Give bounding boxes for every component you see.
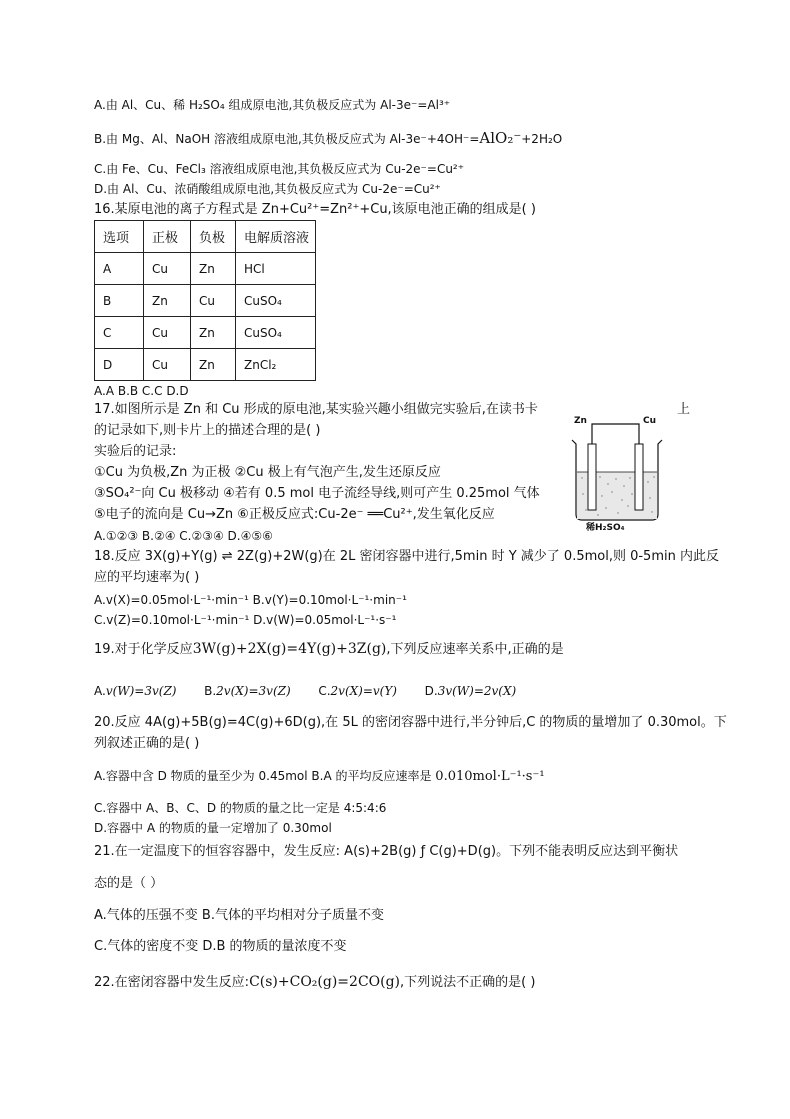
solution-label: 稀H₂SO₄ <box>586 523 625 533</box>
q17-stem-line2: 的记录如下,则卡片上的描述合理的是( ) <box>94 423 321 438</box>
table-row <box>95 349 316 381</box>
zn-electrode-label: Zn <box>574 416 587 426</box>
q19-stem-text: 19.对于化学反应 <box>94 642 193 657</box>
table-cell: CuSO₄ <box>236 317 316 349</box>
table-cell: HCl <box>236 253 316 285</box>
table-cell: Cu <box>144 317 191 349</box>
q21-options-ab: A.气体的压强不变 B.气体的平均相对分子质量不变 <box>94 908 384 923</box>
q17-card-line3: ⑤电子的流向是 Cu→Zn ⑥正极反应式:Cu-2e⁻ ══Cu²⁺,发生氧化反应 <box>94 507 495 522</box>
q16-answer-options: A.A B.B C.C D.D <box>94 384 189 398</box>
q18-options-cd: C.v(Z)=0.10mol·L⁻¹·min⁻¹ D.v(W)=0.05mol·L⁻¹·s⁻¹ <box>94 613 397 627</box>
q22-stem-tail: ,下列说法不正确的是( ) <box>400 975 536 990</box>
table-row <box>95 317 316 349</box>
q18-stem-line1: 18.反应 3X(g)+Y(g) ⇌ 2Z(g)+2W(g)在 2L 密闭容器中进行,5min 时 Y 减少了 0.5mol,则 0-5min 内此反 <box>94 549 719 564</box>
table-header-cell: 正极 <box>144 221 191 253</box>
q17-card-title: 实验后的记录: <box>94 444 177 459</box>
table-cell: CuSO₄ <box>236 285 316 317</box>
table-row <box>95 285 316 317</box>
q20-option-b-rate: 0.010mol·L⁻¹·s⁻¹ <box>435 769 545 784</box>
q19-option-c-label: C. <box>318 684 331 698</box>
q22-stem <box>94 974 535 991</box>
q19-option-a: v(W)=3v(Z) <box>105 684 177 698</box>
q16-stem: 16.某原电池的离子方程式是 Zn+Cu²⁺=Zn²⁺+Cu,该原电池正确的组成是( ) <box>94 202 536 217</box>
q20-options-ab-text: A.容器中含 D 物质的量至少为 0.45mol B.A 的平均反应速率是 <box>94 769 432 783</box>
table-header-cell: 负极 <box>191 221 236 253</box>
q17-card-line1: ①Cu 为负极,Zn 为正极 ②Cu 极上有气泡产生,发生还原反应 <box>94 465 441 480</box>
q20-option-c: C.容器中 A、B、C、D 的物质的量之比一定是 4:5:4:6 <box>94 801 387 815</box>
q20-stem-line1: 20.反应 4A(g)+5B(g)=4C(g)+6D(g),在 5L 的密闭容器中进行,半分钟后,C 的物质的量增加了 0.30mol。下 <box>94 715 727 730</box>
q21-options-cd: C.气体的密度不变 D.B 的物质的量浓度不变 <box>94 939 347 954</box>
table-cell: A <box>95 253 144 285</box>
q19-option-a-label: A. <box>94 684 106 698</box>
q22-stem-text: 22.在密闭容器中发生反应: <box>94 975 250 990</box>
table-header-cell: 选项 <box>95 221 144 253</box>
q15-option-c: C.由 Fe、Cu、FeCl₃ 溶液组成原电池,其负极反应式为 Cu-2e⁻=Cu²⁺ <box>94 162 465 176</box>
q17-stem-line1-tail: 上 <box>677 402 691 417</box>
table-cell: ZnCl₂ <box>236 349 316 381</box>
table-cell: Cu <box>144 253 191 285</box>
q19-option-d: 3v(W)=2v(X) <box>437 684 517 698</box>
galvanic-cell-diagram <box>568 416 688 534</box>
table-cell: Zn <box>191 317 236 349</box>
q20-options-ab <box>94 768 545 785</box>
q19-option-b-label: B. <box>204 684 217 698</box>
q19-equation: 3W(g)+2X(g)=4Y(g)+3Z(g) <box>192 641 387 657</box>
table-header-cell: 电解质溶液 <box>236 221 316 253</box>
q15-option-b-tail: +2H₂O <box>521 132 563 146</box>
q21-stem-line1: 21.在一定温度下的恒容容器中，发生反应: A(s)+2B(g) ƒ C(g)+D(g)。下列不能表明反应达到平衡状 <box>94 844 679 859</box>
table-row <box>95 253 316 285</box>
q15-option-b-formula: AlO₂⁻ <box>479 129 522 147</box>
q18-options-ab: A.v(X)=0.05mol·L⁻¹·min⁻¹ B.v(Y)=0.10mol·L⁻¹·min⁻¹ <box>94 593 407 607</box>
q17-stem-line1: 17.如图所示是 Zn 和 Cu 形成的原电池,某实验兴趣小组做完实验后,在读书卡 <box>94 402 538 417</box>
q17-answer-options: A.①②③ B.②④ C.②③④ D.④⑤⑥ <box>94 529 273 543</box>
q19-option-d-label: D. <box>424 684 438 698</box>
q18-stem-line2: 应的平均速率为( ) <box>94 570 200 585</box>
table-cell: B <box>95 285 144 317</box>
q19-options <box>94 683 516 699</box>
q15-option-b-text: B.由 Mg、Al、NaOH 溶液组成原电池,其负极反应式为 Al-3e⁻+4OH⁻= <box>94 132 480 146</box>
cu-electrode-label: Cu <box>643 416 657 426</box>
table-cell: C <box>95 317 144 349</box>
q19-option-c: 2v(X)=v(Y) <box>330 684 397 698</box>
q19-stem <box>94 641 564 658</box>
table-cell: Cu <box>144 349 191 381</box>
table-header-row <box>95 221 316 253</box>
q19-option-b: 2v(X)=3v(Z) <box>216 684 291 698</box>
q15-option-a: A.由 Al、Cu、稀 H₂SO₄ 组成原电池,其负极反应式为 Al-3e⁻=Al³⁺ <box>94 98 451 112</box>
q20-stem-line2: 列叙述正确的是( ) <box>94 736 200 751</box>
table-cell: Zn <box>191 349 236 381</box>
q15-option-d: D.由 Al、Cu、浓硝酸组成原电池,其负极反应式为 Cu-2e⁻=Cu²⁺ <box>94 182 441 196</box>
table-cell: D <box>95 349 144 381</box>
q22-equation: C(s)+CO₂(g)=2CO(g) <box>249 974 401 990</box>
galvanic-cell-drawing <box>568 416 688 534</box>
table-cell: Cu <box>191 285 236 317</box>
table-cell: Zn <box>191 253 236 285</box>
table-cell: Zn <box>144 285 191 317</box>
q21-stem-line2: 态的是（ ） <box>94 876 164 891</box>
q19-stem-tail: ,下列反应速率关系中,正确的是 <box>386 642 564 657</box>
q16-options-table <box>94 220 316 381</box>
q17-card-line2: ③SO₄²⁻向 Cu 极移动 ④若有 0.5 mol 电子流经导线,则可产生 0.25mol 气体 <box>94 486 540 501</box>
q20-option-d: D.容器中 A 的物质的量一定增加了 0.30mol <box>94 821 332 835</box>
q15-option-b <box>94 130 562 147</box>
